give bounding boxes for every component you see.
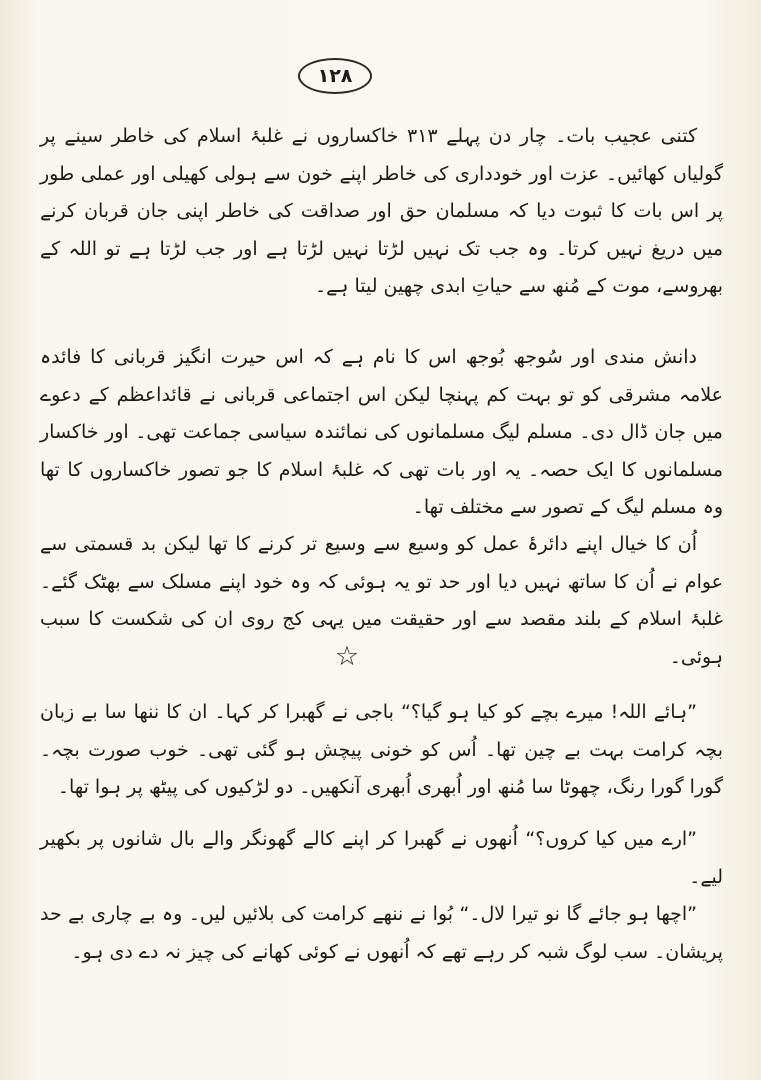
text-section-5 (40, 821, 723, 896)
paragraph-1: کتنی عجیب بات۔ چار دن پہلے ٣١٣ خاکساروں نے غلبۂ اسلام کی خاطر سینے پر گولیاں کھائیں۔ عزت اور خودداری کی خاطر اپنے خون سے ہولی کھیلی اور عملی طور پر اس بات کا ثبوت دیا کہ مسلمان حق اور صداقت کی خاطر اپنی جان قربان کرنے میں دریغ نہیں کرتا۔ وہ جب تک نہیں لڑتا نہیں لڑتا ہے اور جب لڑتا ہے تو اللہ کے بھروسے، موت کے مُنھ سے حیاتِ ابدی چھین لیتا ہے۔ (40, 125, 723, 297)
text-section-2 (40, 339, 723, 527)
paragraph-6: ”اچھا ہو جائے گا نو تیرا لال۔“ بُوا نے ننھے کرامت کی بلائیں لیں۔ وہ بے چاری بے حد پریشان۔ سب لوگ شبہ کر رہے تھے کہ اُنھوں نے کوئی کھانے کی چیز نہ دے دی ہو۔ (40, 903, 723, 963)
text-section-1 (40, 118, 723, 306)
paragraph-5: ”ارے میں کیا کروں؟“ اُنھوں نے گھبرا کر اپنے کالے گھونگر والے بال شانوں پر بکھیر لیے۔ (40, 828, 723, 888)
text-section-6 (40, 896, 723, 971)
page-number-oval (298, 58, 372, 94)
text-section-4 (40, 694, 723, 807)
text-section-3 (40, 526, 723, 676)
star-outline-icon: ☆ (334, 641, 360, 672)
paragraph-3: اُن کا خیال اپنے دائرۂ عمل کو وسیع سے وسیع تر کرنے کا تھا لیکن بد قسمتی سے عوام نے اُن کا ساتھ نہیں دیا اور حد تو یہ ہوئی کہ وہ خود اپنے مسلک سے بھٹک گئے۔ غلبۂ اسلام کے بلند مقصد سے اور حقیقت میں یہی کج روی ان کی شکست کا سبب ہوئی۔ (40, 533, 723, 668)
page-number: ١٢٨ (317, 65, 353, 87)
paragraph-4: ”ہائے اللہ! میرے بچے کو کیا ہو گیا؟“ باجی نے گھبرا کر کہا۔ ان کا ننھا سا بے زبان بچہ کرامت بہت بے چین تھا۔ اُس کو خونی پیچش ہو گئی تھی۔ خوب صورت بچہ۔ گورا گورا رنگ، چھوٹا سا مُنھ اور اُبھری اُبھری آنکھیں۔ دو لڑکیوں کی پیٹھ پر ہوا تھا۔ (40, 701, 723, 798)
paragraph-2: دانش مندی اور سُوجھ بُوجھ اس کا نام ہے کہ اس حیرت انگیز قربانی کا فائدہ علامہ مشرقی کو تو بہت کم پہنچا لیکن اس اجتماعی قربانی نے قائداعظم کے دعوے میں جان ڈال دی۔ مسلم لیگ مسلمانوں کی نمائندہ سیاسی جماعت تھی۔ اور خاکسار مسلمانوں کا ایک حصہ۔ یہ اور بات تھی کہ غلبۂ اسلام کا جو تصور خاکساروں کا تھا وہ مسلم لیگ کے تصور سے مختلف تھا۔ (40, 346, 723, 518)
